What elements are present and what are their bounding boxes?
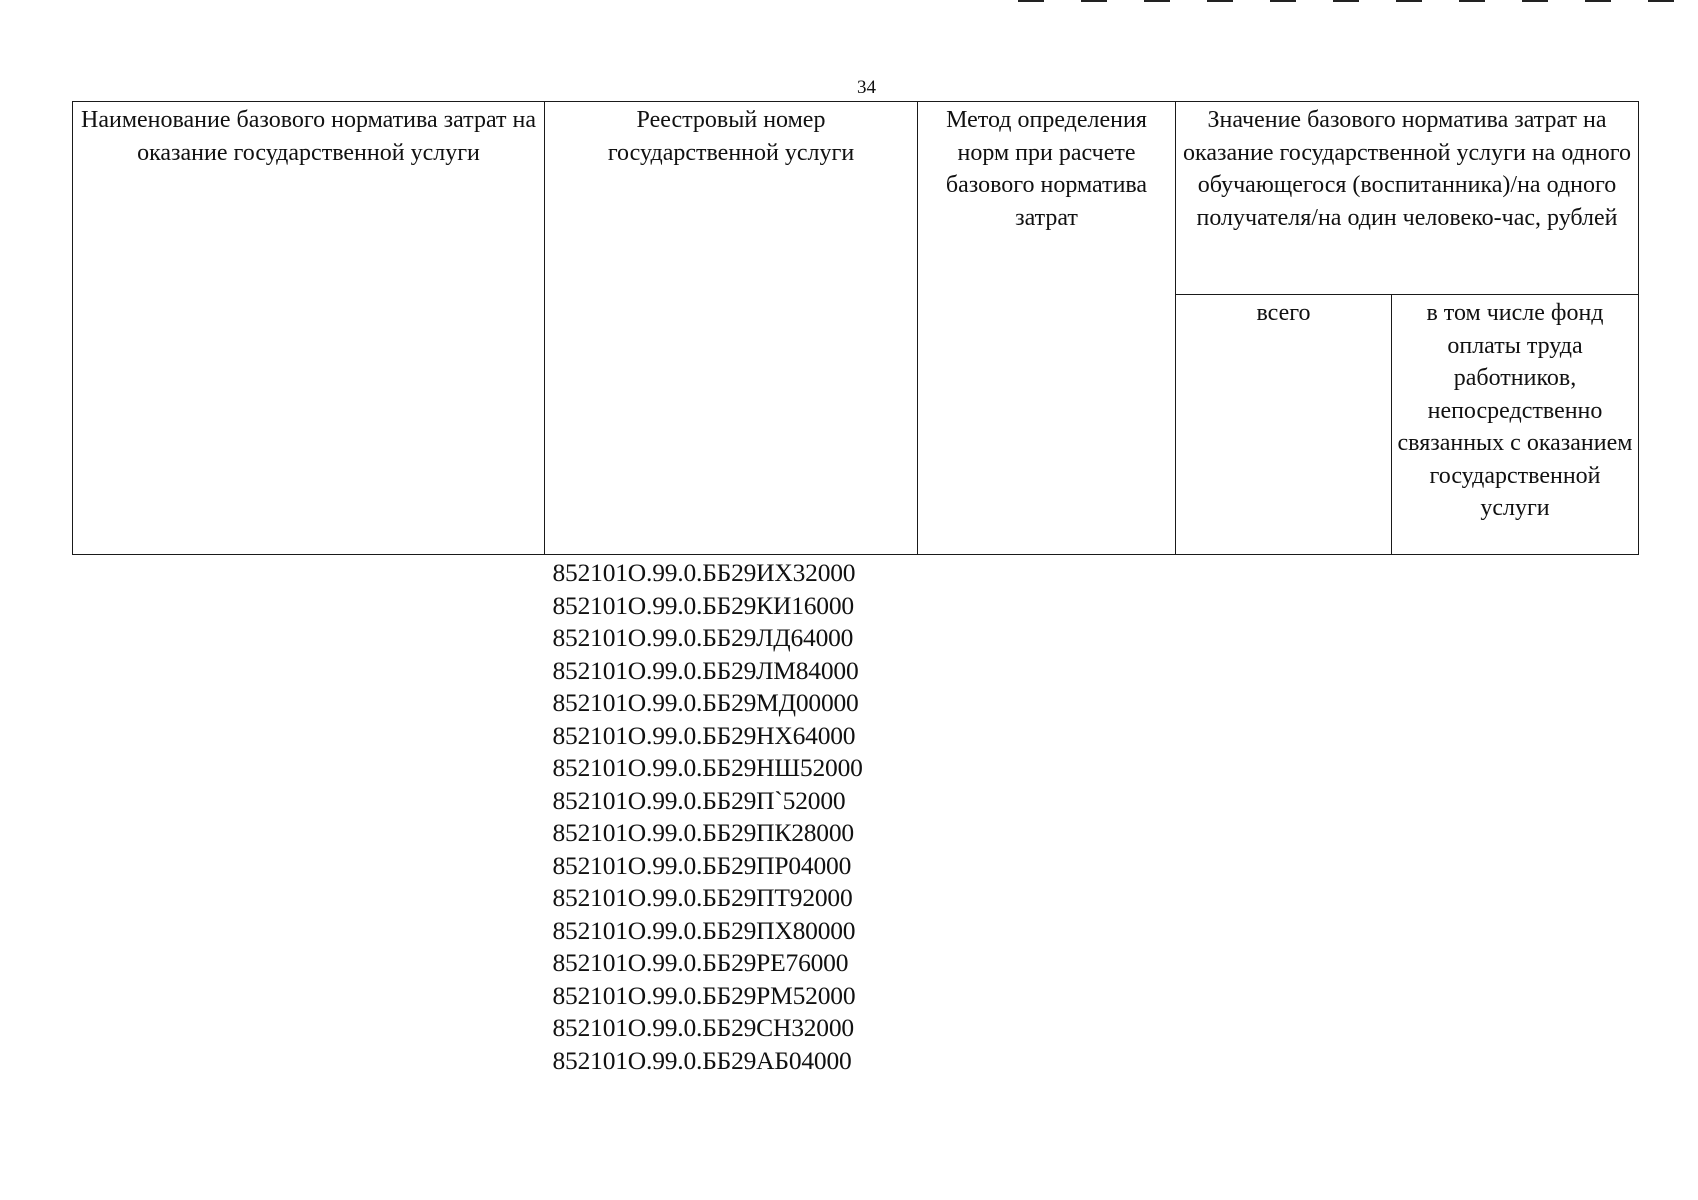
- scan-dash: [1459, 0, 1485, 2]
- table-row: [73, 555, 1639, 1078]
- scan-dash: [1081, 0, 1107, 2]
- method-cell: [918, 555, 1176, 1078]
- scan-dash: [1270, 0, 1296, 2]
- registry-code: 852101О.99.0.ББ29ПТ92000: [552, 883, 853, 912]
- registry-code: 852101О.99.0.ББ29РМ52000: [552, 980, 856, 1010]
- registry-code: 852101О.99.0.ББ29ИХ32000: [552, 558, 856, 587]
- registry-code: 852101О.99.0.ББ29ПР04000: [552, 850, 852, 880]
- registry-code: 852101О.99.0.ББ29СН32000: [552, 1013, 854, 1042]
- header-value-total: всего: [1176, 295, 1392, 555]
- scan-dash: [1396, 0, 1422, 2]
- value-fot-cell: [1392, 555, 1639, 1078]
- table-header-row: [73, 102, 1639, 295]
- value-total-cell: [1176, 555, 1392, 1078]
- registry-code: 852101О.99.0.ББ29АБ04000: [552, 1045, 852, 1075]
- scan-dash: [1333, 0, 1359, 2]
- header-registry-number: Реестровый номер государственной услуги: [545, 102, 918, 555]
- registry-code: 852101О.99.0.ББ29КИ16000: [552, 590, 854, 620]
- registry-code: 852101О.99.0.ББ29П`52000: [552, 785, 846, 815]
- header-method: Метод определения норм при расчете базового норматива затрат: [918, 102, 1176, 555]
- registry-codes-cell: [545, 555, 918, 1078]
- header-value-incl-fot: в том числе фонд оплаты труда работников, непосредственно связанных с оказанием государственной услуги: [1392, 295, 1639, 555]
- registry-code: 852101О.99.0.ББ29ПХ80000: [552, 915, 856, 945]
- norm-name-cell: [73, 555, 545, 1078]
- registry-code: 852101О.99.0.ББ29МД00000: [552, 688, 859, 717]
- page-number: 34: [857, 77, 876, 98]
- registry-code: 852101О.99.0.ББ29ЛД64000: [552, 623, 854, 652]
- scan-dash: [1585, 0, 1611, 2]
- header-norm-name: Наименование базового норматива затрат на оказание государственной услуги: [73, 102, 545, 555]
- scan-dash: [1207, 0, 1233, 2]
- scan-edge-dashes: [1018, 0, 1674, 2]
- registry-code: 852101О.99.0.ББ29ПК28000: [552, 818, 854, 847]
- scan-dash: [1144, 0, 1170, 2]
- registry-code: 852101О.99.0.ББ29НШ52000: [552, 753, 863, 782]
- base-norm-table: [72, 101, 1639, 1077]
- scan-dash: [1648, 0, 1674, 2]
- scan-dash: [1522, 0, 1548, 2]
- registry-code: 852101О.99.0.ББ29НХ64000: [552, 720, 856, 750]
- registry-code: 852101О.99.0.ББ29РЕ76000: [552, 948, 849, 977]
- header-norm-value: Значение базового норматива затрат на оказание государственной услуги на одного обучающегося (воспитанника)/на одного получателя/на один человеко-час, рублей: [1176, 102, 1639, 295]
- registry-code: 852101О.99.0.ББ29ЛМ84000: [552, 655, 859, 685]
- scan-dash: [1018, 0, 1044, 2]
